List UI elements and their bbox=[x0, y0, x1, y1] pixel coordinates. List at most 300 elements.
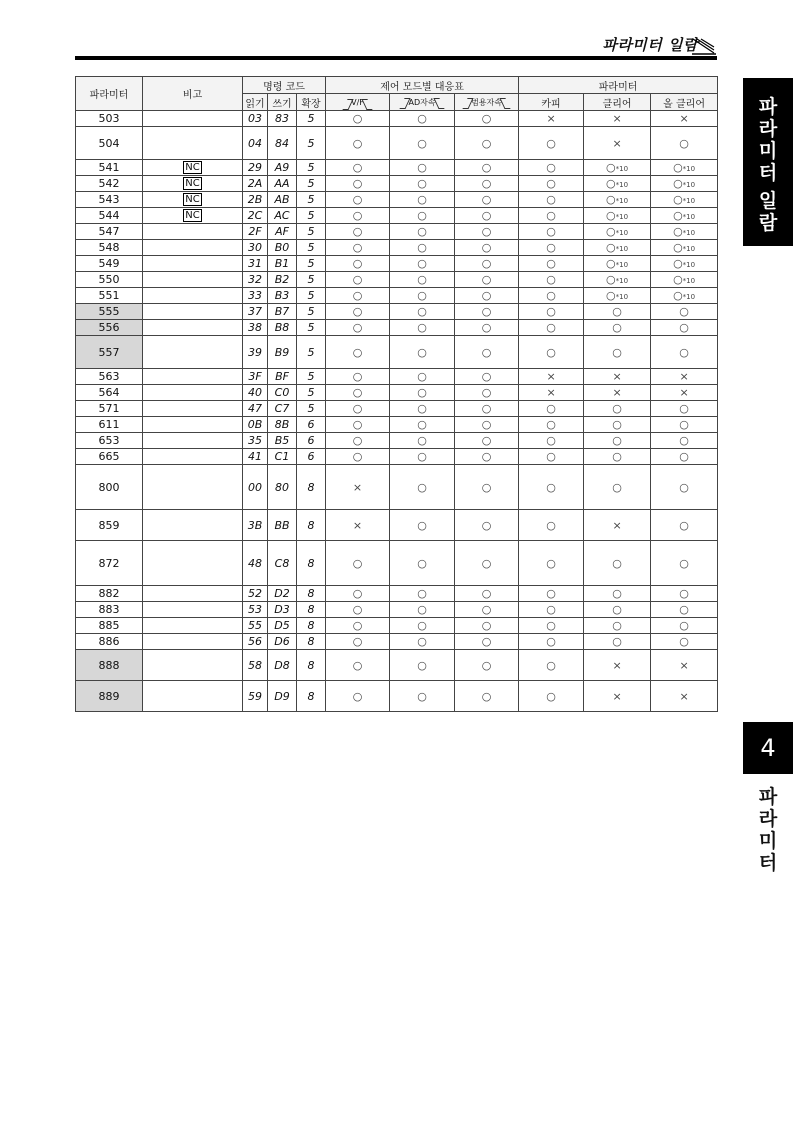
cell-mode-gp: ○ bbox=[455, 385, 519, 401]
cell-mode-gp: ○ bbox=[455, 417, 519, 433]
cell-ext: 5 bbox=[297, 288, 326, 304]
cell-write: D6 bbox=[268, 634, 297, 650]
cell-copy: ○ bbox=[519, 618, 584, 634]
cell-ext: 5 bbox=[297, 240, 326, 256]
cell-copy: ○ bbox=[519, 417, 584, 433]
mark: ○ bbox=[612, 418, 622, 431]
cell-clear bbox=[584, 417, 651, 433]
cell-parameter: 547 bbox=[76, 224, 143, 240]
col-command-code: 명령 코드 bbox=[243, 77, 326, 94]
cell-copy: ○ bbox=[519, 160, 584, 176]
footnote-ref: *10 bbox=[615, 245, 629, 253]
cell-all-clear bbox=[651, 208, 718, 224]
cell-all-clear bbox=[651, 681, 718, 712]
cell-mode-vf: ○ bbox=[326, 111, 390, 127]
cell-note bbox=[143, 586, 243, 602]
cell-read: 40 bbox=[243, 385, 268, 401]
col-mode-ad bbox=[390, 94, 455, 111]
cell-all-clear bbox=[651, 192, 718, 208]
cell-write: B7 bbox=[268, 304, 297, 320]
cell-clear bbox=[584, 224, 651, 240]
side-tab-label: 파 라 미 터 일 람 bbox=[758, 96, 778, 234]
cell-ext: 5 bbox=[297, 385, 326, 401]
footnote-ref: *10 bbox=[615, 229, 629, 237]
cell-mode-gp: ○ bbox=[455, 304, 519, 320]
cell-mode-gp: ○ bbox=[455, 618, 519, 634]
cell-note bbox=[143, 634, 243, 650]
cell-mode-vf: ○ bbox=[326, 272, 390, 288]
footnote-ref: *10 bbox=[682, 165, 696, 173]
cell-clear bbox=[584, 385, 651, 401]
cell-note bbox=[143, 449, 243, 465]
mark: ○ bbox=[612, 603, 622, 616]
col-all-clear: 올 클리어 bbox=[651, 94, 718, 111]
cell-copy: ○ bbox=[519, 304, 584, 320]
cell-mode-ad: ○ bbox=[390, 510, 455, 541]
table-row bbox=[76, 320, 718, 336]
side-tab-section bbox=[743, 78, 793, 246]
cell-ext: 5 bbox=[297, 401, 326, 417]
cell-clear bbox=[584, 586, 651, 602]
cell-mode-gp: ○ bbox=[455, 681, 519, 712]
table-row bbox=[76, 288, 718, 304]
cell-mode-vf: ○ bbox=[326, 192, 390, 208]
cell-ext: 5 bbox=[297, 224, 326, 240]
cell-copy: × bbox=[519, 385, 584, 401]
table-row bbox=[76, 401, 718, 417]
cell-ext: 8 bbox=[297, 465, 326, 510]
cell-mode-vf: × bbox=[326, 510, 390, 541]
col-control-mode: 제어 모드별 대응표 bbox=[326, 77, 519, 94]
col-mode-gp bbox=[455, 94, 519, 111]
footnote-ref: *10 bbox=[682, 277, 696, 285]
cell-note bbox=[143, 304, 243, 320]
table-row bbox=[76, 160, 718, 176]
cell-copy: ○ bbox=[519, 634, 584, 650]
cell-write: 83 bbox=[268, 111, 297, 127]
table-row bbox=[76, 208, 718, 224]
cell-mode-vf: ○ bbox=[326, 650, 390, 681]
footnote-ref: *10 bbox=[682, 181, 696, 189]
footnote-ref: *10 bbox=[682, 229, 696, 237]
mark: ○ bbox=[679, 321, 689, 334]
cell-mode-vf: ○ bbox=[326, 336, 390, 369]
cell-ext: 5 bbox=[297, 336, 326, 369]
cell-note bbox=[143, 541, 243, 586]
cell-parameter: 544 bbox=[76, 208, 143, 224]
cell-parameter: 564 bbox=[76, 385, 143, 401]
cell-ext: 5 bbox=[297, 111, 326, 127]
cell-all-clear bbox=[651, 465, 718, 510]
cell-all-clear bbox=[651, 176, 718, 192]
cell-parameter: 611 bbox=[76, 417, 143, 433]
cell-read: 04 bbox=[243, 127, 268, 160]
mark: × bbox=[612, 658, 622, 672]
cell-mode-vf: ○ bbox=[326, 369, 390, 385]
mark: ○ bbox=[679, 418, 689, 431]
footnote-ref: *10 bbox=[682, 213, 696, 221]
mark: ○ bbox=[606, 161, 616, 174]
cell-note bbox=[143, 111, 243, 127]
cell-copy: ○ bbox=[519, 510, 584, 541]
cell-mode-vf: ○ bbox=[326, 417, 390, 433]
cell-all-clear bbox=[651, 336, 718, 369]
cell-parameter: 653 bbox=[76, 433, 143, 449]
col-ext: 확장 bbox=[297, 94, 326, 111]
cell-all-clear bbox=[651, 634, 718, 650]
cell-ext: 6 bbox=[297, 449, 326, 465]
mark: ○ bbox=[612, 402, 622, 415]
mark: ○ bbox=[679, 556, 689, 570]
table-row bbox=[76, 634, 718, 650]
cell-ext: 8 bbox=[297, 618, 326, 634]
cell-mode-vf: ○ bbox=[326, 541, 390, 586]
cell-mode-ad: ○ bbox=[390, 634, 455, 650]
table-row bbox=[76, 256, 718, 272]
cell-parameter: 886 bbox=[76, 634, 143, 650]
cell-ext: 8 bbox=[297, 681, 326, 712]
mark: ○ bbox=[673, 241, 683, 254]
mark: ○ bbox=[606, 289, 616, 302]
cell-parameter: 541 bbox=[76, 160, 143, 176]
cell-clear bbox=[584, 650, 651, 681]
mode-ad-label: AD자속 bbox=[402, 97, 441, 108]
cell-read: 59 bbox=[243, 681, 268, 712]
cell-mode-ad: ○ bbox=[390, 586, 455, 602]
cell-clear bbox=[584, 111, 651, 127]
cell-ext: 5 bbox=[297, 208, 326, 224]
cell-parameter: 503 bbox=[76, 111, 143, 127]
cell-mode-ad: ○ bbox=[390, 224, 455, 240]
cell-write: B3 bbox=[268, 288, 297, 304]
cell-parameter: 872 bbox=[76, 541, 143, 586]
table-row bbox=[76, 650, 718, 681]
table-row bbox=[76, 433, 718, 449]
cell-read: 56 bbox=[243, 634, 268, 650]
cell-clear bbox=[584, 541, 651, 586]
cell-ext: 5 bbox=[297, 160, 326, 176]
cell-read: 2B bbox=[243, 192, 268, 208]
cell-note bbox=[143, 320, 243, 336]
cell-clear bbox=[584, 272, 651, 288]
cell-note bbox=[143, 224, 243, 240]
footnote-ref: *10 bbox=[615, 261, 629, 269]
cell-mode-vf: ○ bbox=[326, 618, 390, 634]
cell-all-clear bbox=[651, 510, 718, 541]
cell-clear bbox=[584, 369, 651, 385]
footnote-ref: *10 bbox=[682, 245, 696, 253]
table-row bbox=[76, 681, 718, 712]
cell-copy: ○ bbox=[519, 465, 584, 510]
cell-mode-vf: ○ bbox=[326, 304, 390, 320]
footnote-ref: *10 bbox=[615, 293, 629, 301]
cell-copy: ○ bbox=[519, 449, 584, 465]
cell-ext: 5 bbox=[297, 304, 326, 320]
cell-mode-vf: ○ bbox=[326, 208, 390, 224]
cell-copy: × bbox=[519, 111, 584, 127]
cell-mode-gp: ○ bbox=[455, 240, 519, 256]
cell-mode-gp: ○ bbox=[455, 401, 519, 417]
cell-mode-ad: ○ bbox=[390, 160, 455, 176]
cell-mode-gp: ○ bbox=[455, 256, 519, 272]
cell-read: 55 bbox=[243, 618, 268, 634]
nc-badge: NC bbox=[185, 178, 200, 189]
cell-read: 30 bbox=[243, 240, 268, 256]
cell-note bbox=[143, 256, 243, 272]
cell-read: 39 bbox=[243, 336, 268, 369]
cell-write: D5 bbox=[268, 618, 297, 634]
cell-mode-gp: ○ bbox=[455, 111, 519, 127]
cell-note bbox=[143, 208, 243, 224]
cell-parameter: 542 bbox=[76, 176, 143, 192]
cell-copy: ○ bbox=[519, 681, 584, 712]
footnote-ref: *10 bbox=[682, 293, 696, 301]
chapter-number-tab: 4 bbox=[743, 722, 793, 774]
cell-mode-vf: ○ bbox=[326, 602, 390, 618]
cell-clear bbox=[584, 618, 651, 634]
cell-all-clear bbox=[651, 111, 718, 127]
cell-mode-gp: ○ bbox=[455, 336, 519, 369]
cell-clear bbox=[584, 288, 651, 304]
cell-read: 32 bbox=[243, 272, 268, 288]
mark: ○ bbox=[612, 345, 622, 359]
cell-all-clear bbox=[651, 127, 718, 160]
col-copy: 카피 bbox=[519, 94, 584, 111]
cell-ext: 5 bbox=[297, 127, 326, 160]
cell-parameter: 557 bbox=[76, 336, 143, 369]
cell-mode-ad: ○ bbox=[390, 369, 455, 385]
cell-parameter: 550 bbox=[76, 272, 143, 288]
mode-vf-label: V/F bbox=[345, 98, 370, 107]
mark: ○ bbox=[606, 209, 616, 222]
cell-write: D2 bbox=[268, 586, 297, 602]
cell-read: 2C bbox=[243, 208, 268, 224]
mark: × bbox=[679, 386, 689, 399]
mark: ○ bbox=[679, 603, 689, 616]
cell-all-clear bbox=[651, 586, 718, 602]
cell-mode-vf: ○ bbox=[326, 681, 390, 712]
cell-ext: 5 bbox=[297, 256, 326, 272]
cell-write: C8 bbox=[268, 541, 297, 586]
cell-ext: 6 bbox=[297, 433, 326, 449]
cell-clear bbox=[584, 602, 651, 618]
cell-parameter: 556 bbox=[76, 320, 143, 336]
cell-all-clear bbox=[651, 256, 718, 272]
cell-clear bbox=[584, 176, 651, 192]
cell-write: 80 bbox=[268, 465, 297, 510]
table-row bbox=[76, 111, 718, 127]
cell-parameter: 883 bbox=[76, 602, 143, 618]
cell-ext: 8 bbox=[297, 602, 326, 618]
cell-note bbox=[143, 240, 243, 256]
cell-ext: 5 bbox=[297, 369, 326, 385]
cell-copy: ○ bbox=[519, 240, 584, 256]
page-title: 파라미터 일람 bbox=[602, 36, 698, 54]
cell-read: 37 bbox=[243, 304, 268, 320]
cell-clear bbox=[584, 634, 651, 650]
cell-note bbox=[143, 272, 243, 288]
cell-mode-ad: ○ bbox=[390, 433, 455, 449]
cell-clear bbox=[584, 256, 651, 272]
nc-badge: NC bbox=[185, 210, 200, 221]
cell-write: B5 bbox=[268, 433, 297, 449]
mark: ○ bbox=[606, 257, 616, 270]
cell-all-clear bbox=[651, 449, 718, 465]
cell-all-clear bbox=[651, 433, 718, 449]
cell-ext: 6 bbox=[297, 417, 326, 433]
cell-mode-ad: ○ bbox=[390, 385, 455, 401]
mark: ○ bbox=[679, 450, 689, 463]
mark: × bbox=[612, 136, 622, 150]
cell-write: AB bbox=[268, 192, 297, 208]
col-clear: 클리어 bbox=[584, 94, 651, 111]
cell-clear bbox=[584, 433, 651, 449]
cell-all-clear bbox=[651, 618, 718, 634]
mark: ○ bbox=[673, 257, 683, 270]
footnote-ref: *10 bbox=[682, 261, 696, 269]
cell-mode-vf: ○ bbox=[326, 586, 390, 602]
cell-all-clear bbox=[651, 224, 718, 240]
cell-note bbox=[143, 336, 243, 369]
cell-read: 58 bbox=[243, 650, 268, 681]
cell-clear bbox=[584, 192, 651, 208]
cell-copy: ○ bbox=[519, 192, 584, 208]
cell-copy: ○ bbox=[519, 256, 584, 272]
cell-read: 0B bbox=[243, 417, 268, 433]
cell-ext: 5 bbox=[297, 320, 326, 336]
cell-parameter: 800 bbox=[76, 465, 143, 510]
mode-gp-label: 범용자속 bbox=[465, 97, 508, 108]
mark: × bbox=[679, 112, 689, 125]
cell-parameter: 555 bbox=[76, 304, 143, 320]
cell-mode-ad: ○ bbox=[390, 401, 455, 417]
cell-clear bbox=[584, 240, 651, 256]
cell-clear bbox=[584, 208, 651, 224]
cell-note bbox=[143, 510, 243, 541]
cell-note bbox=[143, 288, 243, 304]
cell-copy: ○ bbox=[519, 602, 584, 618]
footnote-ref: *10 bbox=[615, 197, 629, 205]
footnote-ref: *10 bbox=[615, 181, 629, 189]
cell-mode-ad: ○ bbox=[390, 240, 455, 256]
cell-clear bbox=[584, 304, 651, 320]
cell-parameter: 571 bbox=[76, 401, 143, 417]
nc-badge: NC bbox=[185, 162, 200, 173]
cell-read: 35 bbox=[243, 433, 268, 449]
col-param-group: 파라미터 bbox=[519, 77, 718, 94]
cell-read: 00 bbox=[243, 465, 268, 510]
parameter-table bbox=[75, 76, 718, 712]
cell-all-clear bbox=[651, 304, 718, 320]
cell-note bbox=[143, 433, 243, 449]
cell-mode-ad: ○ bbox=[390, 449, 455, 465]
table-row bbox=[76, 336, 718, 369]
table-row bbox=[76, 586, 718, 602]
table-row bbox=[76, 272, 718, 288]
cell-ext: 5 bbox=[297, 176, 326, 192]
cell-all-clear bbox=[651, 320, 718, 336]
col-write: 쓰기 bbox=[268, 94, 297, 111]
table-row bbox=[76, 176, 718, 192]
mark: ○ bbox=[679, 402, 689, 415]
mark: ○ bbox=[612, 434, 622, 447]
mark: ○ bbox=[606, 193, 616, 206]
cell-all-clear bbox=[651, 417, 718, 433]
cell-write: AC bbox=[268, 208, 297, 224]
mark: ○ bbox=[606, 177, 616, 190]
cell-note bbox=[143, 618, 243, 634]
cell-ext: 8 bbox=[297, 510, 326, 541]
cell-mode-ad: ○ bbox=[390, 256, 455, 272]
cell-mode-vf: ○ bbox=[326, 288, 390, 304]
footnote-ref: *10 bbox=[615, 277, 629, 285]
mark: × bbox=[612, 518, 622, 532]
cell-mode-gp: ○ bbox=[455, 288, 519, 304]
cell-read: 33 bbox=[243, 288, 268, 304]
cell-copy: ○ bbox=[519, 224, 584, 240]
cell-all-clear bbox=[651, 602, 718, 618]
nc-badge: NC bbox=[185, 194, 200, 205]
cell-mode-ad: ○ bbox=[390, 127, 455, 160]
cell-ext: 8 bbox=[297, 586, 326, 602]
cell-ext: 8 bbox=[297, 634, 326, 650]
cell-mode-gp: ○ bbox=[455, 541, 519, 586]
cell-parameter: 543 bbox=[76, 192, 143, 208]
cell-write: B0 bbox=[268, 240, 297, 256]
cell-all-clear bbox=[651, 541, 718, 586]
mark: ○ bbox=[679, 587, 689, 600]
cell-parameter: 563 bbox=[76, 369, 143, 385]
table-row bbox=[76, 304, 718, 320]
chapter-label: 파 라 미 터 bbox=[758, 786, 778, 874]
cell-all-clear bbox=[651, 240, 718, 256]
cell-mode-gp: ○ bbox=[455, 369, 519, 385]
cell-write: AF bbox=[268, 224, 297, 240]
mark: × bbox=[679, 658, 689, 672]
cell-parameter: 551 bbox=[76, 288, 143, 304]
cell-copy: ○ bbox=[519, 272, 584, 288]
mark: ○ bbox=[612, 450, 622, 463]
cell-mode-ad: ○ bbox=[390, 681, 455, 712]
mark: × bbox=[612, 370, 622, 383]
cell-note bbox=[143, 127, 243, 160]
mark: ○ bbox=[612, 556, 622, 570]
cell-copy: ○ bbox=[519, 127, 584, 160]
cell-clear bbox=[584, 320, 651, 336]
cell-mode-gp: ○ bbox=[455, 449, 519, 465]
cell-mode-vf: × bbox=[326, 465, 390, 510]
mark: ○ bbox=[606, 225, 616, 238]
cell-all-clear bbox=[651, 160, 718, 176]
mark: ○ bbox=[612, 635, 622, 648]
cell-clear bbox=[584, 510, 651, 541]
cell-mode-ad: ○ bbox=[390, 208, 455, 224]
cell-write: D8 bbox=[268, 650, 297, 681]
cell-mode-vf: ○ bbox=[326, 449, 390, 465]
cell-mode-ad: ○ bbox=[390, 176, 455, 192]
cell-write: B2 bbox=[268, 272, 297, 288]
cell-copy: ○ bbox=[519, 288, 584, 304]
cell-write: C7 bbox=[268, 401, 297, 417]
cell-read: 41 bbox=[243, 449, 268, 465]
cell-read: 29 bbox=[243, 160, 268, 176]
cell-mode-vf: ○ bbox=[326, 433, 390, 449]
cell-write: C0 bbox=[268, 385, 297, 401]
cell-read: 2F bbox=[243, 224, 268, 240]
cell-all-clear bbox=[651, 385, 718, 401]
title-rule bbox=[75, 56, 717, 60]
cell-mode-gp: ○ bbox=[455, 634, 519, 650]
